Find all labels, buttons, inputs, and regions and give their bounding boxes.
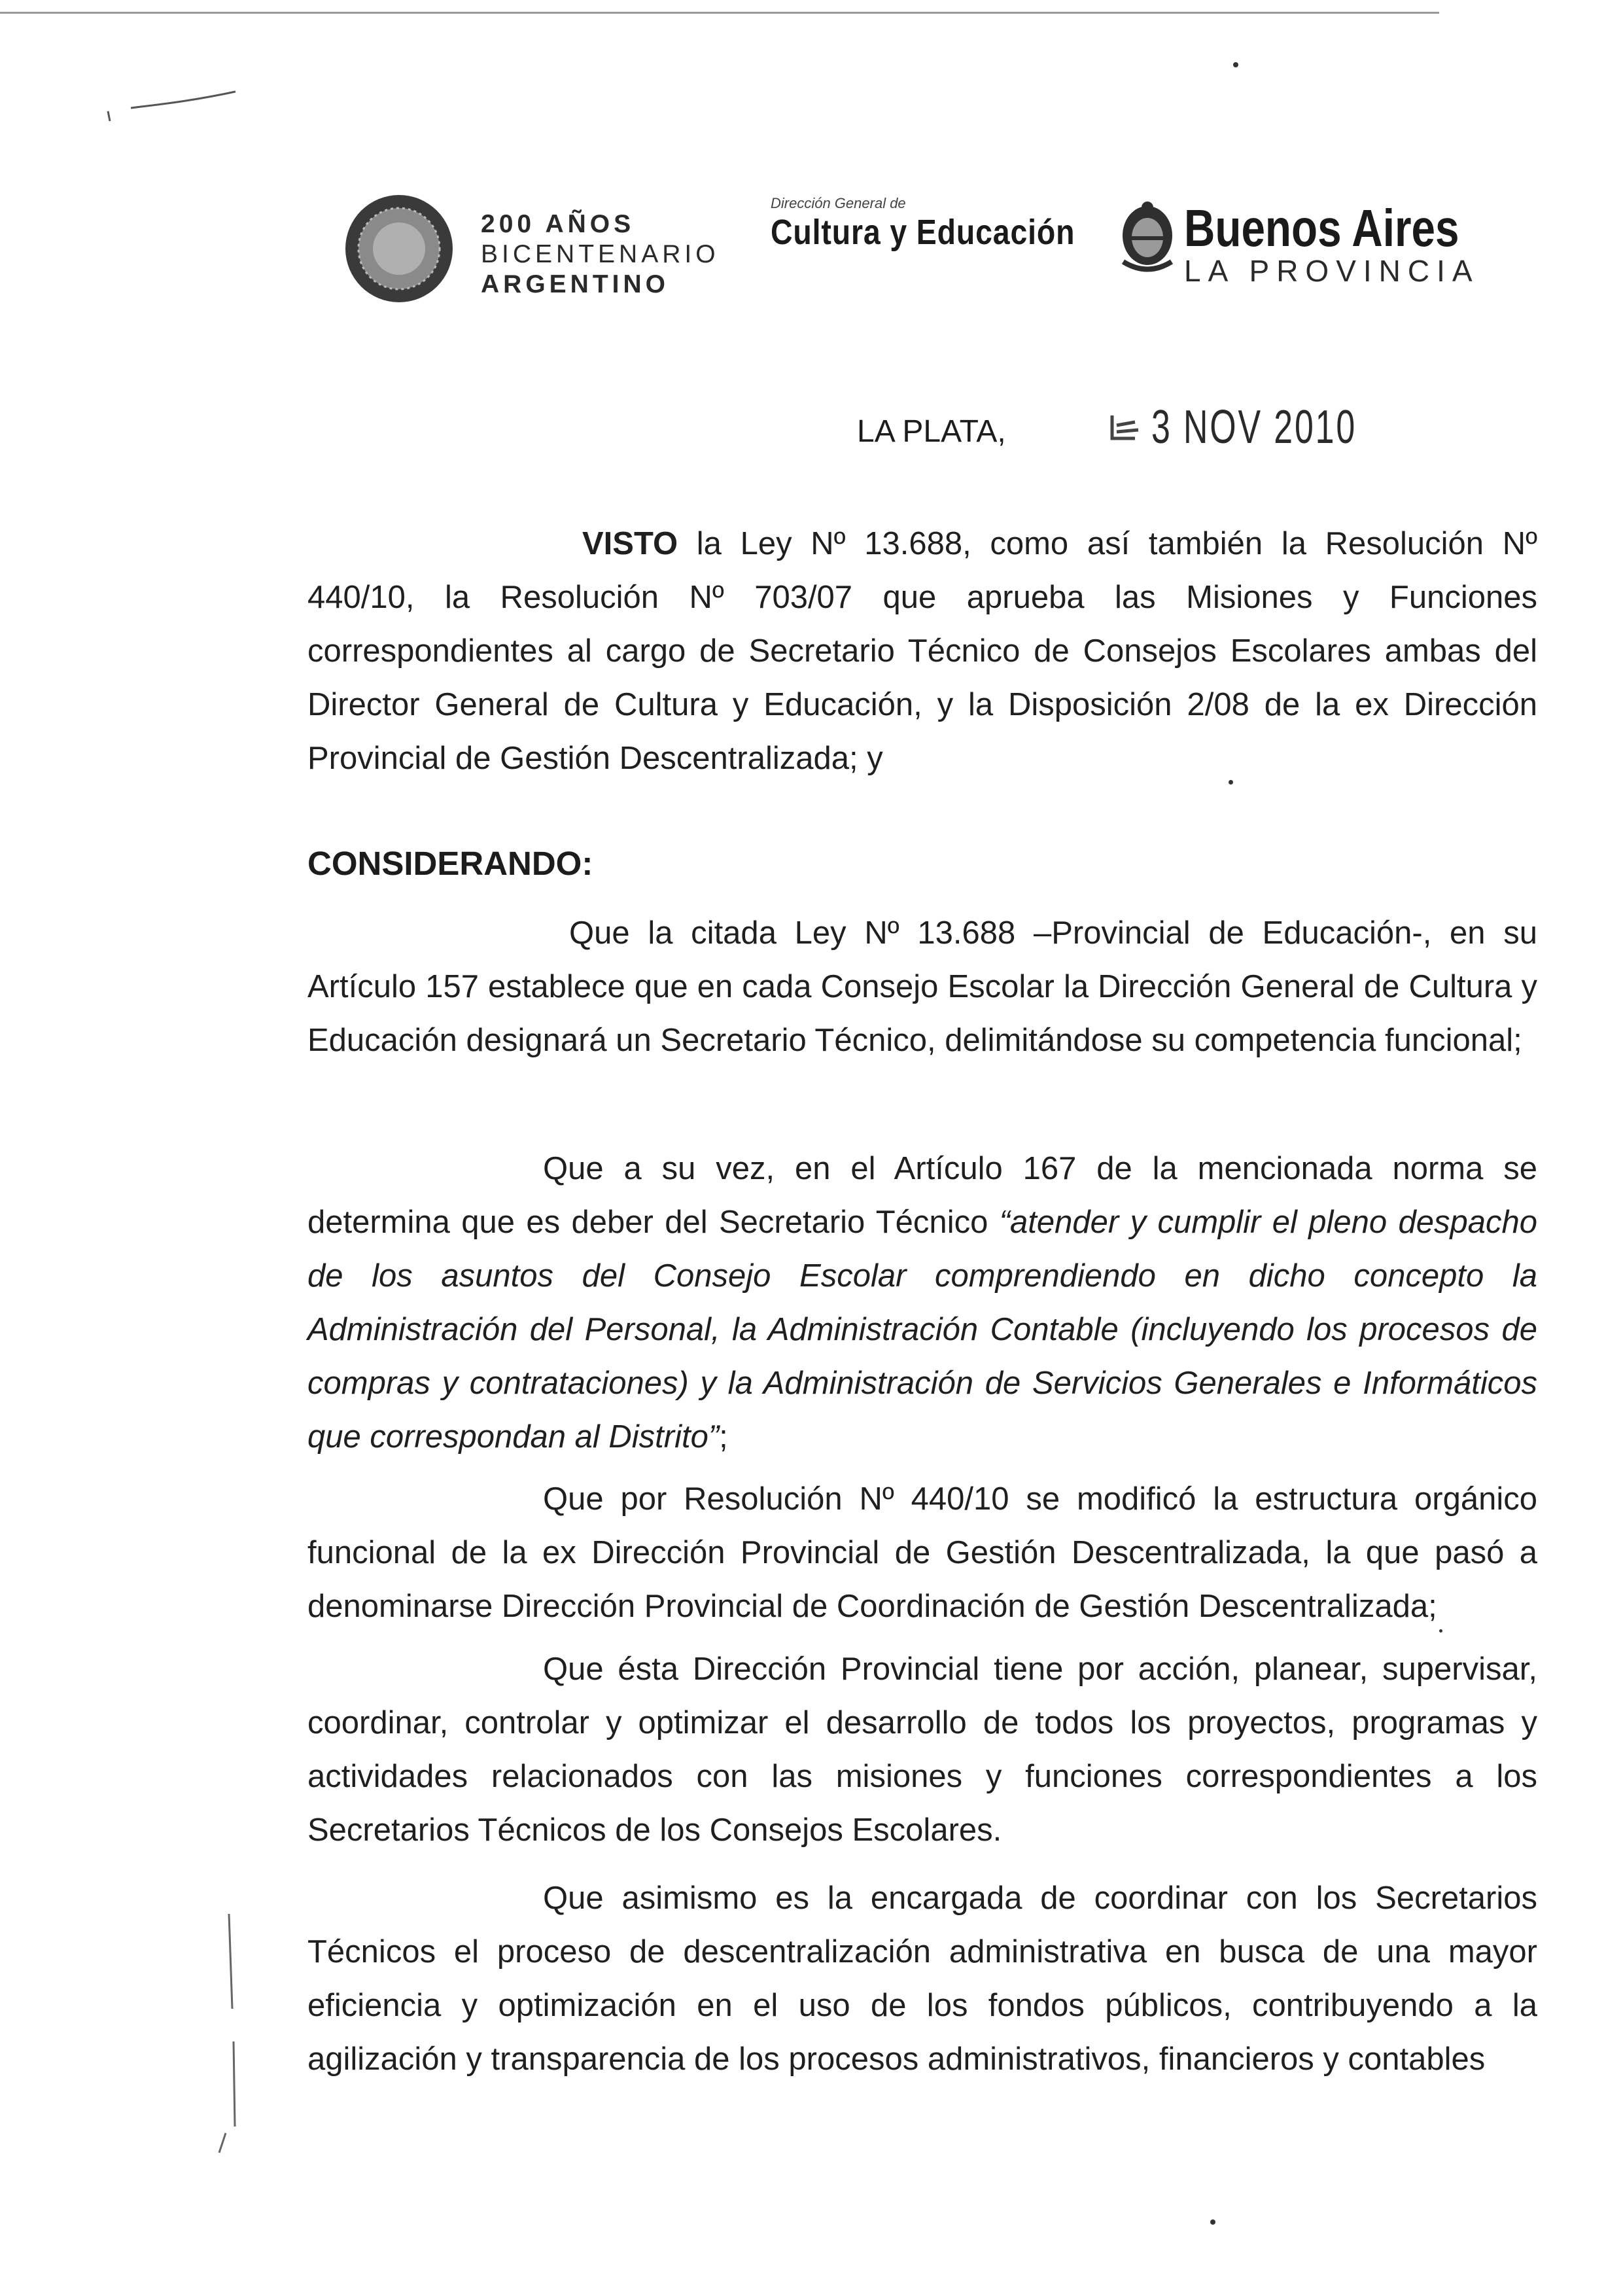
la-provincia-text: LA PROVINCIA: [1184, 254, 1480, 288]
buenos-aires-logo: [1184, 199, 1520, 288]
paragraph-4-text: Que ésta Dirección Provincial tiene por acción, planear, supervisar, coordinar, controlar y optimizar el desarrollo de todos los proyectos, programas y actividades relacionados con las misiones y funciones correspondientes a los Secretarios Técnicos de los Consejos Escolares.: [307, 1651, 1537, 1848]
considerando-paragraph-1: [307, 906, 1537, 1067]
paragraph-2-quote: “atender y cumplir el pleno despacho de los asuntos del Consejo Escolar comprendiendo en dicho concepto la Administración del Personal, la Administración Contable (incluyendo los procesos de compras y contrataciones) y la Administración de Servicios Generales e Informáticos que correspondan al Distrito”: [307, 1205, 1537, 1455]
considerando-paragraph-3: [307, 1472, 1537, 1633]
margin-line: [213, 1911, 239, 2159]
buenos-aires-text: Buenos Aires: [1184, 199, 1459, 257]
handwritten-mark: [105, 75, 249, 128]
bicentenario-seal-icon: [343, 193, 455, 304]
paragraph-5-text: Que asimismo es la encargada de coordinar con los Secretarios Técnicos el proceso de descentralización administrativa en busca de una mayor eficiencia y optimización en el uso de los fondos públicos, contribuyendo a la agilización y transparencia de los procesos administrativos, financieros y contables: [307, 1881, 1537, 2077]
considerando-paragraph-2: [307, 1142, 1537, 1464]
considerando-paragraph-4: [307, 1642, 1537, 1857]
bicentenario-line2: BICENTENARIO: [481, 240, 720, 268]
dgce-logo: [771, 195, 1125, 253]
paragraph-2-text: Que a su vez, en el Artículo 167 de la mencionada norma se determina que es deber del Secretario Técnico: [307, 1151, 1537, 1240]
considerando-paragraph-5: [307, 1871, 1537, 2086]
date-stamp: 3 NOV 2010: [1151, 401, 1357, 453]
scan-speck: [1233, 62, 1238, 67]
scan-speck: [1439, 1629, 1442, 1633]
visto-lead: VISTO: [582, 526, 678, 561]
bicentenario-line3: ARGENTINO: [481, 270, 669, 298]
place-label: LA PLATA,: [857, 414, 1006, 449]
bicentenario-logo-text: [481, 209, 720, 300]
scan-speck: [1229, 780, 1233, 785]
visto-paragraph: [307, 517, 1537, 785]
scan-speck: [1210, 2219, 1215, 2225]
paragraph-3-text: Que por Resolución Nº 440/10 se modificó la estructura orgánico funcional de la ex Dirección Provincial de Gestión Descentralizada, la que pasó a denominarse Dirección Provincial de Coordinación de Gestión Descentralizada;: [307, 1481, 1537, 1624]
date-stamp-mark: [1109, 409, 1148, 445]
paragraph-2-end: ;: [719, 1419, 728, 1455]
visto-text: la Ley Nº 13.688, como así también la Resolución Nº 440/10, la Resolución Nº 703/07 que aprueba las Misiones y Funciones correspondientes al cargo de Secretario Técnico de Consejos Escolares ambas del Director General de Cultura y Educación, y la Disposición 2/08 de la ex Dirección Provincial de Gestión Descentralizada; y: [307, 526, 1537, 776]
dgce-small-text: Dirección General de: [771, 195, 906, 211]
scan-edge-line: [0, 12, 1439, 14]
paragraph-1-text: Que la citada Ley Nº 13.688 –Provincial de Educación-, en su Artículo 157 establece que en cada Consejo Escolar la Dirección General de Cultura y Educación designará un Secretario Técnico, delimitándose su competencia funcional;: [307, 915, 1537, 1058]
bicentenario-line1: 200 AÑOS: [481, 210, 635, 238]
considerando-heading: CONSIDERANDO:: [307, 845, 593, 882]
coat-of-arms-icon: [1117, 200, 1179, 275]
dgce-big-text: Cultura y Educación: [771, 213, 1075, 252]
